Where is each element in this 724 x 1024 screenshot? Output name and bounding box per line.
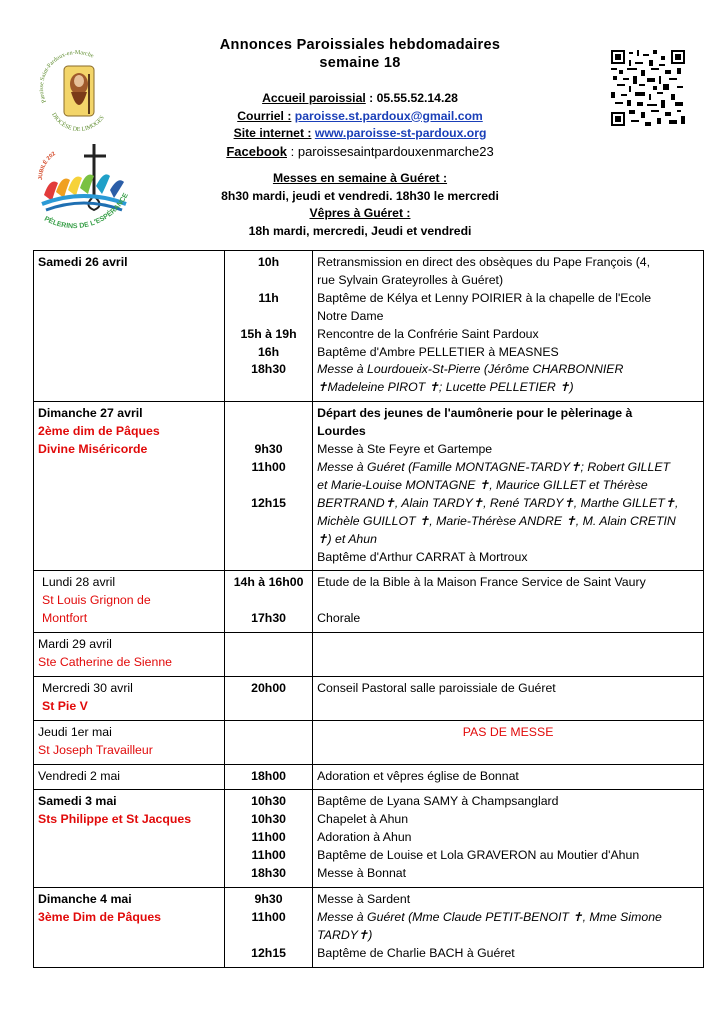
event-label: Messe à Guéret (Mme Claude PETIT-BENOIT ✝, Mme Simone bbox=[317, 909, 662, 924]
day-cell bbox=[34, 720, 225, 764]
logo1-top-text: Paroisse Saint-Pardoux-en-Marche bbox=[38, 49, 95, 104]
day-cell bbox=[34, 676, 225, 720]
day-cell bbox=[34, 764, 225, 790]
email-link[interactable]: paroisse.st.pardoux@gmail.com bbox=[294, 108, 483, 123]
feast-label: 3ème Dim de Pâques bbox=[38, 909, 162, 924]
day-label: Dimanche 27 avril bbox=[38, 406, 143, 421]
qr-code bbox=[611, 50, 685, 126]
time-label bbox=[229, 548, 308, 566]
time-label bbox=[229, 724, 308, 742]
event-label: BERTRAND✝, Alain TARDY✝, René TARDY✝, Marthe GILLET✝, bbox=[317, 495, 679, 510]
logo2-top-text: JUBILÉ 202 bbox=[37, 150, 57, 181]
schedule-row bbox=[34, 888, 704, 968]
event-label: Messe à Bonnat bbox=[317, 866, 407, 881]
event-label: Messe à Lourdoueix-St-Pierre (Jérôme CHARBONNIER bbox=[317, 362, 624, 377]
event-label: Messe à Ste Feyre et Gartempe bbox=[317, 442, 493, 457]
event-label: Baptême d'Arthur CARRAT à Mortroux bbox=[317, 549, 528, 564]
feast-label: Sts Philippe et St Jacques bbox=[38, 812, 192, 827]
time-label: 11h00 bbox=[251, 459, 286, 474]
website-link[interactable]: www.paroisse-st-pardoux.org bbox=[314, 126, 487, 140]
event-cell bbox=[313, 790, 704, 888]
time-cell bbox=[224, 676, 312, 720]
time-label: 15h à 19h bbox=[240, 326, 297, 341]
feast-label: 2ème dim de Pâques bbox=[38, 424, 160, 439]
time-cell bbox=[224, 251, 312, 402]
time-cell bbox=[224, 790, 312, 888]
event-label: Lourdes bbox=[317, 424, 366, 439]
day-label: Samedi 26 avril bbox=[38, 255, 128, 269]
event-label: Etude de la Bible à la Maison France Service de Saint Vaury bbox=[317, 575, 646, 590]
vepres-text: 18h mardi, mercredi, Jeudi et vendredi bbox=[248, 223, 472, 238]
event-cell bbox=[313, 676, 704, 720]
day-cell bbox=[34, 790, 225, 888]
event-label: Adoration à Ahun bbox=[317, 830, 412, 845]
day-cell bbox=[34, 251, 225, 402]
event-label: Baptême de Kélya et Lenny POIRIER à la chapelle de l'Ecole bbox=[317, 290, 652, 305]
time-label bbox=[229, 405, 308, 423]
time-cell bbox=[224, 571, 312, 633]
svg-text:JUBILÉ 2025 bbox=[34, 140, 57, 180]
facebook-line bbox=[180, 143, 540, 161]
messes-text: 8h30 mardi, jeudi et vendredi. 18h30 le mercredi bbox=[221, 188, 499, 203]
feast-label: St Louis Grignon de bbox=[42, 593, 151, 608]
accueil-value: : 05.55.52.14.28 bbox=[365, 91, 458, 105]
time-label: 11h00 bbox=[251, 848, 286, 863]
schedule-row bbox=[34, 790, 704, 888]
event-label: Baptême d'Ambre PELLETIER à MEASNES bbox=[317, 344, 559, 359]
event-label bbox=[317, 636, 699, 654]
feast-label: Divine Miséricorde bbox=[38, 442, 148, 457]
time-label bbox=[229, 423, 308, 441]
time-label: 18h30 bbox=[251, 362, 286, 377]
logo2-bottom-text: PÈLERINS DE L'ESPÉRANCE bbox=[42, 192, 130, 231]
event-cell bbox=[313, 633, 704, 677]
event-cell bbox=[313, 251, 704, 402]
event-label: Notre Dame bbox=[317, 308, 384, 323]
time-cell bbox=[224, 402, 312, 571]
time-label: 9h30 bbox=[254, 442, 283, 457]
day-cell bbox=[34, 571, 225, 633]
feast-label: Ste Catherine de Sienne bbox=[38, 655, 172, 670]
event-label: TARDY✝) bbox=[317, 927, 373, 942]
time-label: 11h00 bbox=[251, 909, 286, 924]
time-label: 10h bbox=[257, 255, 280, 269]
event-label: Messe à Sardent bbox=[317, 892, 411, 906]
day-label: Mardi 29 avril bbox=[38, 637, 112, 652]
event-label: Chapelet à Ahun bbox=[317, 812, 409, 827]
parish-logo bbox=[34, 44, 124, 134]
event-label: Chorale bbox=[317, 611, 361, 626]
event-label: Baptême de Charlie BACH à Guéret bbox=[317, 945, 515, 960]
time-cell bbox=[224, 720, 312, 764]
event-cell bbox=[313, 720, 704, 764]
day-label: Mercredi 30 avril bbox=[42, 680, 133, 695]
time-label: 16h bbox=[257, 344, 280, 359]
event-label: Baptême de Lyana SAMY à Champsanglard bbox=[317, 794, 559, 809]
schedule-row bbox=[34, 251, 704, 402]
time-label: 17h30 bbox=[251, 611, 286, 626]
time-label bbox=[229, 272, 308, 290]
time-label: 14h à 16h00 bbox=[233, 575, 304, 590]
day-cell bbox=[34, 402, 225, 571]
site-label: Site internet : bbox=[233, 126, 312, 140]
time-label: 11h00 bbox=[251, 830, 286, 845]
document-title bbox=[160, 36, 560, 72]
messes-title: Messes en semaine à Guéret : bbox=[272, 171, 448, 185]
day-label: Samedi 3 mai bbox=[38, 794, 117, 809]
schedule-row bbox=[34, 571, 704, 633]
time-label bbox=[229, 531, 308, 549]
time-label bbox=[229, 927, 308, 945]
event-label: et Marie-Louise MONTAGNE ✝, Maurice GILLET et Thérèse bbox=[317, 477, 648, 492]
event-label: ✝) et Ahun bbox=[317, 531, 377, 546]
time-label bbox=[229, 636, 308, 654]
facebook-label: Facebook bbox=[226, 143, 287, 159]
time-label bbox=[229, 592, 308, 610]
event-label: Adoration et vêpres église de Bonnat bbox=[317, 768, 519, 783]
time-label: 10h30 bbox=[251, 794, 286, 809]
event-label: Rencontre de la Confrérie Saint Pardoux bbox=[317, 326, 539, 341]
time-label: 18h00 bbox=[251, 768, 286, 783]
event-cell bbox=[313, 888, 704, 968]
logo1-bottom-text: DIOCÈSE DE LIMOGES bbox=[50, 112, 106, 133]
time-label bbox=[229, 308, 308, 326]
courriel-label: Courriel : bbox=[237, 108, 292, 123]
day-cell bbox=[34, 888, 225, 968]
title-line2: semaine 18 bbox=[319, 55, 401, 71]
time-label: 11h bbox=[258, 290, 279, 305]
event-label bbox=[317, 592, 699, 610]
event-cell bbox=[313, 402, 704, 571]
event-cell bbox=[313, 571, 704, 633]
day-label: Dimanche 4 mai bbox=[38, 892, 132, 906]
event-label: Départ des jeunes de l'aumônerie pour le pèlerinage à bbox=[317, 406, 633, 421]
event-label: Baptême de Louise et Lola GRAVERON au Moutier d'Ahun bbox=[317, 848, 640, 863]
time-label: 20h00 bbox=[251, 680, 286, 695]
schedule-row bbox=[34, 676, 704, 720]
event-label: rue Sylvain Grateyrolles à Guéret) bbox=[317, 272, 504, 287]
schedule-row bbox=[34, 633, 704, 677]
time-label: 12h15 bbox=[251, 945, 286, 960]
contact-block bbox=[180, 90, 540, 160]
event-label: Michèle GUILLOT ✝, Marie-Thérèse ANDRE ✝, M. Alain CRETIN bbox=[317, 513, 676, 528]
accueil-line bbox=[180, 90, 540, 108]
accueil-label: Accueil paroissial bbox=[262, 91, 366, 105]
site-line bbox=[180, 125, 540, 143]
time-label bbox=[229, 477, 308, 495]
time-cell bbox=[224, 633, 312, 677]
time-label: 9h30 bbox=[254, 892, 283, 906]
time-label: 10h30 bbox=[251, 812, 286, 827]
time-label: 12h15 bbox=[251, 495, 286, 510]
feast-label: St Joseph Travailleur bbox=[38, 742, 153, 757]
time-label bbox=[229, 379, 308, 397]
time-cell bbox=[224, 888, 312, 968]
schedule-table bbox=[33, 250, 704, 968]
day-label: Vendredi 2 mai bbox=[38, 768, 121, 783]
facebook-value: : paroissesaintpardouxenmarche23 bbox=[287, 143, 494, 159]
event-label: Conseil Pastoral salle paroissiale de Guéret bbox=[317, 680, 556, 695]
jubilee-logo bbox=[34, 140, 134, 240]
schedule-row bbox=[34, 402, 704, 571]
courriel-line bbox=[180, 108, 540, 126]
event-label: Retransmission en direct des obsèques du Pape François (4, bbox=[317, 255, 651, 269]
event-label: ✝Madeleine PIROT ✝; Lucette PELLETIER ✝) bbox=[317, 380, 574, 395]
schedule-row bbox=[34, 764, 704, 790]
day-cell bbox=[34, 633, 225, 677]
event-cell bbox=[313, 764, 704, 790]
title-line1: Annonces Paroissiales hebdomadaires bbox=[219, 37, 501, 53]
time-cell bbox=[224, 764, 312, 790]
schedule-row bbox=[34, 720, 704, 764]
event-label: Messe à Guéret (Famille MONTAGNE-TARDY✝; Robert GILLET bbox=[317, 459, 671, 474]
event-label: PAS DE MESSE bbox=[462, 724, 554, 739]
day-label: Lundi 28 avril bbox=[42, 575, 116, 590]
feast-label: St Pie V bbox=[42, 698, 88, 713]
feast-label: Montfort bbox=[42, 611, 88, 626]
time-label: 18h30 bbox=[251, 866, 286, 881]
vepres-title: Vêpres à Guéret : bbox=[309, 206, 411, 220]
messes-block bbox=[195, 170, 525, 240]
day-label: Jeudi 1er mai bbox=[38, 724, 112, 739]
time-label bbox=[229, 513, 308, 531]
